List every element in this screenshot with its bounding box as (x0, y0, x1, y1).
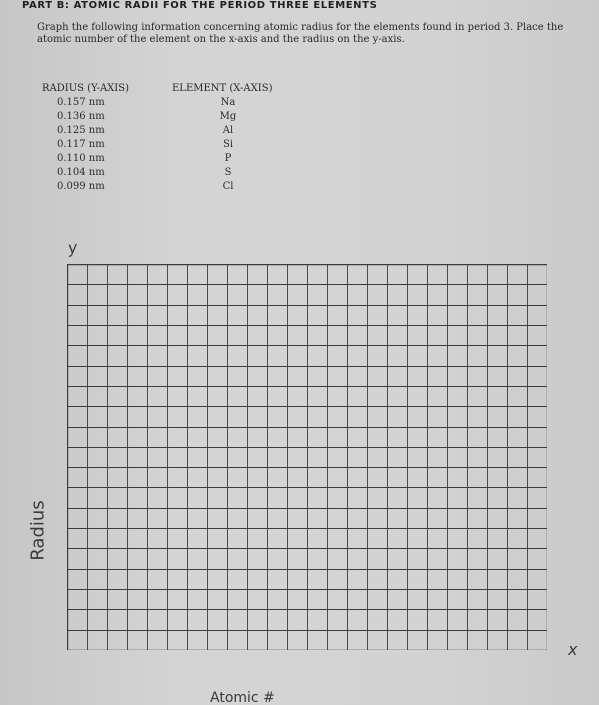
y-axis-title-handwritten: Radius (27, 500, 49, 561)
graph-grid-svg (67, 264, 547, 650)
radius-value: 0.099 nm (57, 181, 105, 192)
element-symbol: Mg (219, 111, 237, 122)
radius-column-header: RADIUS (Y-AXIS) (42, 83, 130, 94)
element-symbol: P (224, 153, 232, 164)
instructions-text: Graph the following information concerning atomic radius for the elements found in period 3. Place the atomic number of the element on the x-axis and the radius on the y-axis. (37, 22, 564, 45)
y-axis-mark: y (66, 237, 79, 258)
radius-value: 0.104 nm (57, 167, 105, 178)
element-symbol: Al (222, 125, 234, 136)
radius-value: 0.117 nm (57, 139, 105, 150)
graph-grid (67, 264, 547, 650)
element-symbol: S (224, 167, 232, 178)
element-symbol: Na (220, 97, 236, 108)
radius-value: 0.136 nm (57, 111, 105, 122)
element-symbol: Cl (222, 181, 234, 192)
radius-value: 0.125 nm (57, 125, 105, 136)
x-axis-mark: x (568, 640, 578, 659)
element-symbol: Si (222, 139, 234, 150)
worksheet-title: PART B: ATOMIC RADII FOR THE PERIOD THREE ELEMENTS (22, 0, 378, 11)
radius-value: 0.157 nm (57, 97, 105, 108)
x-axis-title-handwritten: Atomic # (210, 690, 275, 705)
element-column-header: ELEMENT (X-AXIS) (172, 83, 273, 94)
radius-value: 0.110 nm (57, 153, 105, 164)
